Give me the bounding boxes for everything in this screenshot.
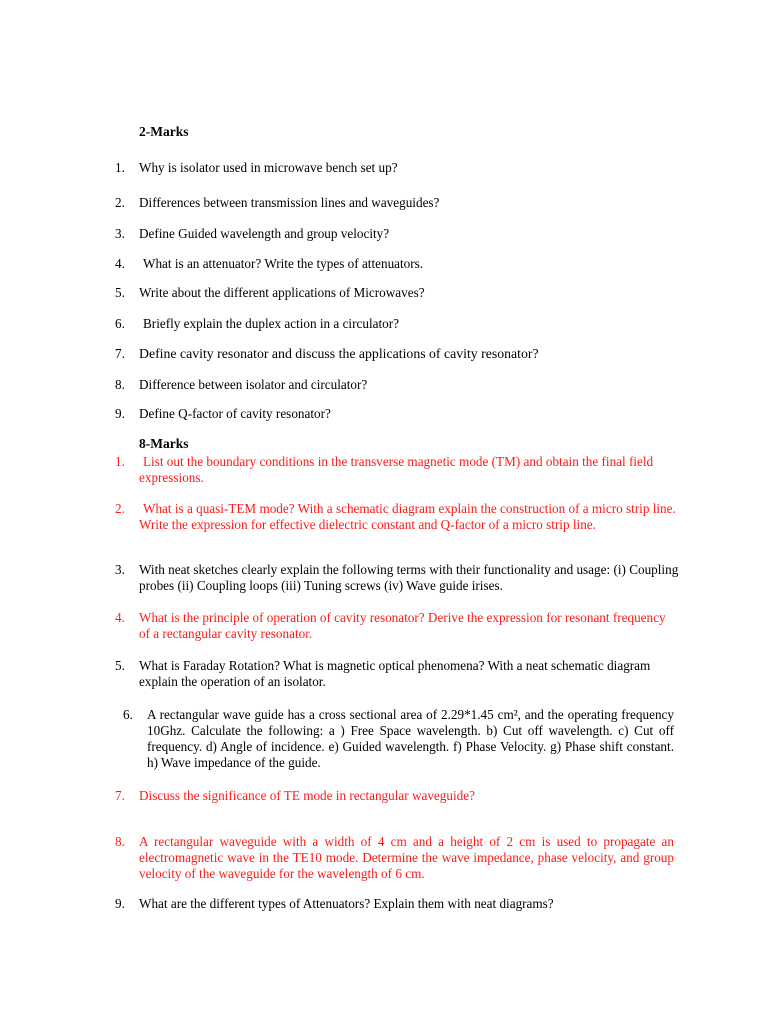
question-text: A rectangular wave guide has a cross sectional area of 2.29*1.45 cm², and the operating frequency 10Ghz. Calculate the following: a ) Free Space wavelength. b) Cut off wavelength. c) Cut off frequency. d) Angle of incidence. e) Guided wavelength. f) Phase Velocity. g) Phase shift constant. h) Wave impedance of the guide.: [147, 707, 674, 770]
question-number: 3.: [115, 562, 125, 577]
question-number: 2.: [115, 195, 125, 210]
question-number: 9.: [115, 406, 125, 421]
two-marks-heading: 2-Marks: [139, 124, 189, 139]
question-number: 4.: [115, 610, 125, 625]
question-number: 9.: [115, 896, 125, 911]
question-text: Differences between transmission lines and waveguides?: [139, 195, 440, 210]
question-text: What are the different types of Attenuators? Explain them with neat diagrams?: [139, 896, 554, 911]
question-text: Define Guided wavelength and group velocity?: [139, 226, 390, 241]
question-text: Briefly explain the duplex action in a circulator?: [143, 316, 399, 331]
question-text: A rectangular waveguide with a width of 4 cm and a height of 2 cm is used to propagate an electromagnetic wave in the TE10 mode. Determine the wave impedance, phase velocity, and group velocity of the waveguide for the wavelength of 6 cm.: [139, 834, 674, 881]
question-number: 6.: [123, 707, 133, 722]
question-number: 8.: [115, 834, 125, 849]
question-text: What is the principle of operation of cavity resonator? Derive the expression for resonant frequency of a rectangular cavity resonator.: [139, 610, 666, 641]
eight-marks-heading: 8-Marks: [139, 436, 189, 451]
question-number: 7.: [115, 788, 125, 803]
question-text: With neat sketches clearly explain the following terms with their functionality and usage: (i) Coupling probes (ii) Coupling loops (iii) Tuning screws (iv) Wave guide irises.: [139, 562, 679, 593]
question-number: 5.: [115, 658, 125, 673]
question-text: Write about the different applications of Microwaves?: [139, 285, 425, 300]
question-number: 6.: [115, 316, 125, 331]
question-number: 1.: [115, 160, 125, 175]
question-text: List out the boundary conditions in the transverse magnetic mode (TM) and obtain the final field expressions.: [139, 454, 654, 485]
question-number: 1.: [115, 454, 125, 469]
question-number: 8.: [115, 377, 125, 392]
question-number: 2.: [115, 501, 125, 516]
question-text: Define Q-factor of cavity resonator?: [139, 406, 331, 421]
question-number: 5.: [115, 285, 125, 300]
question-text: What is a quasi-TEM mode? With a schematic diagram explain the construction of a micro strip line. Write the expression for effective dielectric constant and Q-factor of a micro strip line.: [139, 501, 676, 532]
question-text: What is an attenuator? Write the types of attenuators.: [143, 256, 424, 271]
question-number: 7.: [115, 346, 125, 361]
question-text: Define cavity resonator and discuss the applications of cavity resonator?: [139, 346, 539, 361]
question-number: 4.: [115, 256, 125, 271]
question-text: Difference between isolator and circulator?: [139, 377, 368, 392]
question-text: What is Faraday Rotation? What is magnetic optical phenomena? With a neat schematic diagram explain the operation of an isolator.: [139, 658, 651, 689]
question-text: Discuss the significance of TE mode in rectangular waveguide?: [139, 788, 475, 803]
question-text: Why is isolator used in microwave bench set up?: [139, 160, 398, 175]
question-number: 3.: [115, 226, 125, 241]
